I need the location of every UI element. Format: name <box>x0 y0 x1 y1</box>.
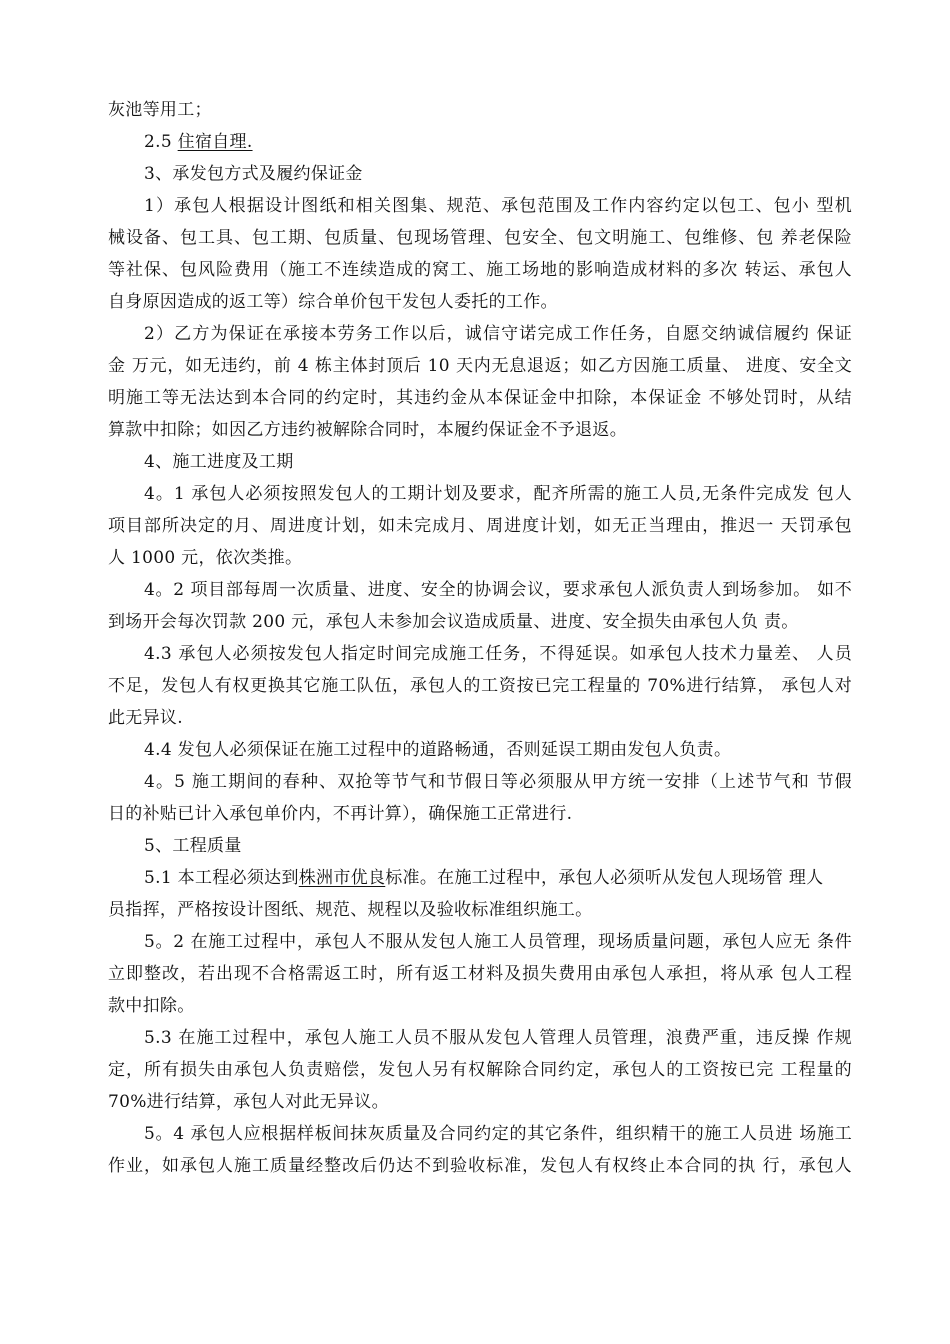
text-line: 金 万元，如无违约，前 4 栋主体封顶后 10 天内无息退返；如乙方因施工质量、 进度、安全文 <box>108 356 852 376</box>
text-line: 到场开会每次罚款 200 元，承包人未参加会议造成质量、进度、安全损失由承包人负 责。 <box>108 612 799 632</box>
section-heading: 5、工程质量 <box>144 836 242 856</box>
text-segment: 5.1 本工程必须达到 <box>144 868 299 888</box>
text-line: 灰池等用工； <box>108 100 212 120</box>
text-line: 明施工等无法达到本合同的约定时，其违约金从本保证金中扣除，本保证金 不够处罚时，从结 <box>108 388 852 408</box>
text-line: 作业，如承包人施工质量经整改后仍达不到验收标准，发包人有权终止本合同的执 行，承包人 <box>108 1156 852 1176</box>
text-line: 70%进行结算，承包人对此无异议。 <box>108 1092 389 1112</box>
text-line: 械设备、包工具、包工期、包质量、包现场管理、包安全、包文明施工、包维修、包 养老保险 <box>108 228 852 248</box>
text-line: 5.3 在施工过程中，承包人施工人员不服从发包人管理人员管理，浪费严重，违反操 作规 <box>144 1028 852 1048</box>
clause-number: 2.5 <box>144 132 178 152</box>
underlined-text: 株洲市优良 <box>298 868 386 888</box>
text-line: 5。2 在施工过程中，承包人不服从发包人施工人员管理，现场质量问题，承包人应无 条件 <box>144 932 852 952</box>
text-line: 款中扣除。 <box>108 996 195 1016</box>
section-heading: 3、承发包方式及履约保证金 <box>144 164 363 184</box>
text-line: 等社保、包风险费用（施工不连续造成的窝工、施工场地的影响造成材料的多次 转运、承包人 <box>108 260 852 280</box>
text-line: 此无异议. <box>108 708 183 728</box>
text-line: 立即整改，若出现不合格需返工时，所有返工材料及损失费用由承包人承担，将从承 包人工程 <box>108 964 852 984</box>
text-line: 日的补贴已计入承包单价内，不再计算），确保施工正常进行. <box>108 804 573 824</box>
text-line: 项目部所决定的月、周进度计划，如未完成月、周进度计划，如无正当理由，推迟一 天罚承包 <box>108 516 852 536</box>
document-page <box>108 94 852 1182</box>
text-line: 员指挥，严格按设计图纸、规范、规程以及验收标准组织施工。 <box>108 900 593 920</box>
section-heading: 4、施工进度及工期 <box>144 452 294 472</box>
text-line: 2）乙方为保证在承接本劳务工作以后，诚信守诺完成工作任务，自愿交纳诚信履约 保证 <box>144 324 852 344</box>
text-line: 不足，发包人有权更换其它施工队伍，承包人的工资按已完工程量的 70%进行结算， 承包人对 <box>108 676 852 696</box>
text-segment: 标准。在施工过程中，承包人必须听从发包人现场管 理人 <box>385 868 824 888</box>
text-line: 定，所有损失由承包人负责赔偿，发包人另有权解除合同约定，承包人的工资按已完 工程量的 <box>108 1060 852 1080</box>
text-line: 算款中扣除；如因乙方违约被解除合同时，本履约保证金不予退返。 <box>108 420 627 440</box>
text-line: 4。1 承包人必须按照发包人的工期计划及要求，配齐所需的施工人员,无条件完成发 包人 <box>144 484 852 504</box>
underlined-text: 住宿自理. <box>177 132 253 152</box>
text-line: 4。5 施工期间的春种、双抢等节气和节假日等必须服从甲方统一安排（上述节气和 节假 <box>144 772 852 792</box>
text-line: 人 1000 元，依次类推。 <box>108 548 303 568</box>
text-line: 1）承包人根据设计图纸和相关图集、规范、承包范围及工作内容约定以包工、包小 型机 <box>144 196 852 216</box>
text-line: 自身原因造成的返工等）综合单价包干发包人委托的工作。 <box>108 292 558 312</box>
text-line: 4。2 项目部每周一次质量、进度、安全的协调会议，要求承包人派负责人到场参加。 如不 <box>144 580 852 600</box>
text-line: 4.4 发包人必须保证在施工过程中的道路畅通，否则延误工期由发包人负责。 <box>144 740 732 760</box>
text-line: 5。4 承包人应根据样板间抹灰质量及合同约定的其它条件，组织精干的施工人员进 场施工 <box>144 1124 852 1144</box>
text-line <box>108 126 852 158</box>
text-line: 4.3 承包人必须按发包人指定时间完成施工任务，不得延误。如承包人技术力量差、 人员 <box>144 644 852 664</box>
text-line <box>108 862 852 894</box>
